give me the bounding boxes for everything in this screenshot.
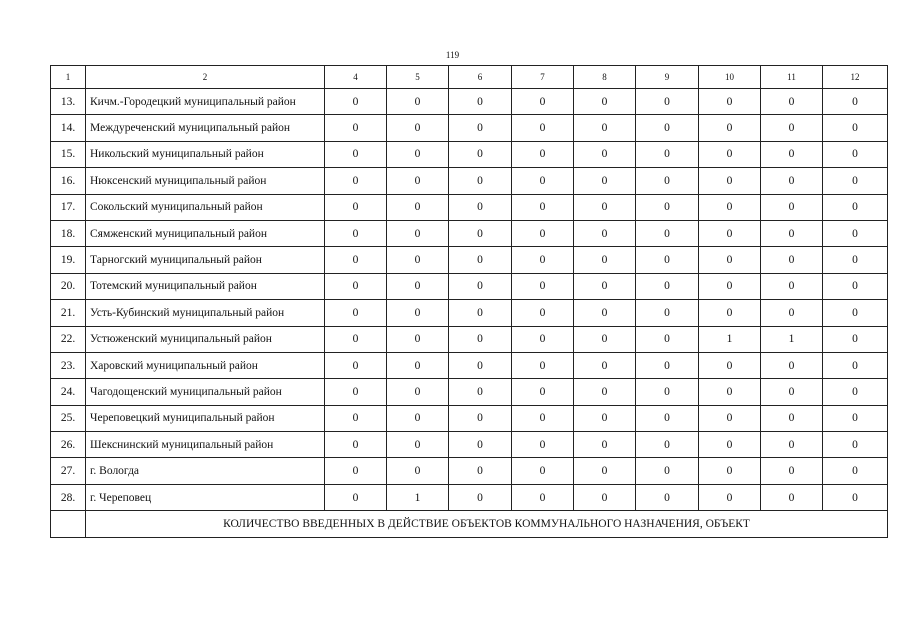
value-cell: 0: [449, 273, 512, 299]
table-row: [51, 273, 888, 299]
value-cell: 0: [325, 89, 387, 115]
value-cell: 0: [512, 458, 574, 484]
value-cell: 0: [823, 141, 888, 167]
value-cell: 0: [636, 484, 699, 510]
value-cell: 0: [699, 405, 761, 431]
table-row: [51, 89, 888, 115]
value-cell: 0: [699, 168, 761, 194]
value-cell: 0: [512, 379, 574, 405]
value-cell: 0: [823, 379, 888, 405]
value-cell: 0: [574, 194, 636, 220]
table-body: [51, 89, 888, 538]
value-cell: 0: [761, 379, 823, 405]
district-name: Тарногский муниципальный район: [86, 247, 325, 273]
district-name: Шекснинский муниципальный район: [86, 432, 325, 458]
value-cell: 0: [325, 432, 387, 458]
value-cell: 0: [823, 273, 888, 299]
table-row: [51, 194, 888, 220]
value-cell: 0: [574, 273, 636, 299]
value-cell: 0: [761, 115, 823, 141]
table-row: [51, 168, 888, 194]
column-header: 9: [636, 66, 699, 89]
value-cell: 0: [449, 300, 512, 326]
value-cell: 0: [325, 300, 387, 326]
value-cell: 0: [761, 458, 823, 484]
value-cell: 0: [636, 168, 699, 194]
value-cell: 0: [636, 273, 699, 299]
value-cell: 0: [823, 458, 888, 484]
value-cell: 0: [574, 115, 636, 141]
row-number: 24.: [51, 379, 86, 405]
value-cell: 1: [387, 484, 449, 510]
district-name: Чагодощенский муниципальный район: [86, 379, 325, 405]
value-cell: 0: [761, 273, 823, 299]
value-cell: 0: [574, 352, 636, 378]
page-number: 119: [445, 50, 460, 60]
value-cell: 0: [699, 458, 761, 484]
value-cell: 0: [574, 168, 636, 194]
value-cell: 0: [823, 405, 888, 431]
value-cell: 0: [761, 405, 823, 431]
value-cell: 0: [699, 115, 761, 141]
value-cell: 0: [699, 352, 761, 378]
value-cell: 0: [325, 484, 387, 510]
value-cell: 0: [387, 458, 449, 484]
value-cell: 0: [636, 405, 699, 431]
value-cell: 0: [761, 168, 823, 194]
value-cell: 0: [387, 352, 449, 378]
value-cell: 0: [325, 194, 387, 220]
section-heading: КОЛИЧЕСТВО ВВЕДЕННЫХ В ДЕЙСТВИЕ ОБЪЕКТОВ КОММУНАЛЬНОГО НАЗНАЧЕНИЯ, ОБЪЕКТ: [86, 511, 888, 537]
value-cell: 0: [325, 220, 387, 246]
row-number: 13.: [51, 89, 86, 115]
value-cell: 0: [387, 300, 449, 326]
value-cell: 0: [699, 300, 761, 326]
row-number: 17.: [51, 194, 86, 220]
value-cell: 0: [449, 458, 512, 484]
value-cell: 0: [449, 326, 512, 352]
value-cell: 0: [512, 484, 574, 510]
value-cell: 0: [823, 89, 888, 115]
column-header: 11: [761, 66, 823, 89]
district-name: Харовский муниципальный район: [86, 352, 325, 378]
table-row: [51, 432, 888, 458]
value-cell: 0: [823, 352, 888, 378]
value-cell: 0: [636, 458, 699, 484]
value-cell: 0: [512, 194, 574, 220]
value-cell: 0: [325, 405, 387, 431]
district-name: Нюксенский муниципальный район: [86, 168, 325, 194]
value-cell: 0: [512, 89, 574, 115]
value-cell: 0: [574, 379, 636, 405]
row-number: 14.: [51, 115, 86, 141]
value-cell: 0: [636, 352, 699, 378]
district-name: Устюженский муниципальный район: [86, 326, 325, 352]
value-cell: 0: [449, 89, 512, 115]
value-cell: 0: [387, 379, 449, 405]
value-cell: 0: [636, 115, 699, 141]
row-number: 20.: [51, 273, 86, 299]
column-header: 10: [699, 66, 761, 89]
value-cell: 0: [761, 194, 823, 220]
value-cell: 0: [449, 247, 512, 273]
value-cell: 0: [325, 326, 387, 352]
value-cell: 0: [512, 115, 574, 141]
value-cell: 0: [574, 432, 636, 458]
value-cell: 0: [325, 247, 387, 273]
footer-row: [51, 511, 888, 537]
value-cell: 0: [699, 273, 761, 299]
value-cell: 0: [761, 141, 823, 167]
column-header: 6: [449, 66, 512, 89]
district-name: Междуреченский муниципальный район: [86, 115, 325, 141]
value-cell: 0: [823, 168, 888, 194]
value-cell: 0: [449, 141, 512, 167]
value-cell: 0: [574, 458, 636, 484]
value-cell: 0: [512, 326, 574, 352]
value-cell: 0: [574, 141, 636, 167]
value-cell: 0: [699, 484, 761, 510]
value-cell: 0: [387, 405, 449, 431]
value-cell: 0: [325, 273, 387, 299]
value-cell: 0: [325, 458, 387, 484]
value-cell: 0: [636, 89, 699, 115]
value-cell: 0: [512, 168, 574, 194]
value-cell: 0: [823, 194, 888, 220]
value-cell: 1: [699, 326, 761, 352]
row-number: 28.: [51, 484, 86, 510]
value-cell: 0: [325, 168, 387, 194]
value-cell: 0: [449, 194, 512, 220]
value-cell: 0: [387, 168, 449, 194]
value-cell: 0: [387, 432, 449, 458]
value-cell: 0: [449, 432, 512, 458]
value-cell: 0: [387, 247, 449, 273]
column-header: 5: [387, 66, 449, 89]
table-row: [51, 300, 888, 326]
value-cell: 0: [761, 89, 823, 115]
value-cell: 0: [699, 141, 761, 167]
value-cell: 0: [325, 115, 387, 141]
value-cell: 0: [823, 326, 888, 352]
value-cell: 0: [761, 220, 823, 246]
value-cell: 0: [823, 432, 888, 458]
district-name: Никольский муниципальный район: [86, 141, 325, 167]
value-cell: 0: [699, 194, 761, 220]
table-row: [51, 458, 888, 484]
value-cell: 0: [512, 141, 574, 167]
value-cell: 0: [761, 300, 823, 326]
value-cell: 0: [449, 168, 512, 194]
value-cell: 0: [574, 405, 636, 431]
value-cell: 0: [699, 220, 761, 246]
value-cell: 0: [512, 432, 574, 458]
value-cell: 0: [387, 220, 449, 246]
value-cell: 0: [512, 273, 574, 299]
value-cell: 0: [636, 326, 699, 352]
table-row: [51, 220, 888, 246]
row-number: 16.: [51, 168, 86, 194]
row-number: 23.: [51, 352, 86, 378]
district-name: Череповецкий муниципальный район: [86, 405, 325, 431]
value-cell: 0: [574, 300, 636, 326]
district-name: Сямженский муниципальный район: [86, 220, 325, 246]
value-cell: 0: [761, 432, 823, 458]
value-cell: 0: [636, 432, 699, 458]
column-header: 8: [574, 66, 636, 89]
table-row: [51, 379, 888, 405]
footer-empty-cell: [51, 511, 86, 537]
value-cell: 0: [387, 89, 449, 115]
value-cell: 0: [449, 484, 512, 510]
value-cell: 0: [636, 220, 699, 246]
column-header: 1: [51, 66, 86, 89]
value-cell: 0: [574, 220, 636, 246]
value-cell: 0: [636, 194, 699, 220]
value-cell: 0: [823, 220, 888, 246]
value-cell: 0: [512, 247, 574, 273]
header-row: [51, 66, 888, 89]
column-header: 7: [512, 66, 574, 89]
value-cell: 0: [699, 379, 761, 405]
value-cell: 0: [387, 194, 449, 220]
column-header: 2: [86, 66, 325, 89]
district-name: Сокольский муниципальный район: [86, 194, 325, 220]
value-cell: 0: [636, 141, 699, 167]
table-row: [51, 247, 888, 273]
value-cell: 0: [699, 247, 761, 273]
table-row: [51, 405, 888, 431]
value-cell: 0: [574, 89, 636, 115]
data-table: [50, 65, 888, 538]
value-cell: 1: [761, 326, 823, 352]
row-number: 19.: [51, 247, 86, 273]
column-header: 4: [325, 66, 387, 89]
row-number: 21.: [51, 300, 86, 326]
value-cell: 0: [761, 247, 823, 273]
district-name: Кичм.-Городецкий муниципальный район: [86, 89, 325, 115]
value-cell: 0: [574, 247, 636, 273]
value-cell: 0: [574, 484, 636, 510]
row-number: 26.: [51, 432, 86, 458]
table-row: [51, 352, 888, 378]
value-cell: 0: [636, 300, 699, 326]
value-cell: 0: [512, 220, 574, 246]
value-cell: 0: [823, 247, 888, 273]
district-name: г. Вологда: [86, 458, 325, 484]
value-cell: 0: [636, 247, 699, 273]
value-cell: 0: [325, 141, 387, 167]
value-cell: 0: [512, 352, 574, 378]
value-cell: 0: [449, 115, 512, 141]
value-cell: 0: [761, 484, 823, 510]
table-row: [51, 141, 888, 167]
value-cell: 0: [449, 379, 512, 405]
district-name: Усть-Кубинский муниципальный район: [86, 300, 325, 326]
column-header: 12: [823, 66, 888, 89]
table-row: [51, 326, 888, 352]
value-cell: 0: [325, 379, 387, 405]
value-cell: 0: [823, 484, 888, 510]
table-header: [51, 66, 888, 89]
value-cell: 0: [325, 352, 387, 378]
value-cell: 0: [699, 432, 761, 458]
row-number: 22.: [51, 326, 86, 352]
row-number: 18.: [51, 220, 86, 246]
value-cell: 0: [449, 352, 512, 378]
value-cell: 0: [636, 379, 699, 405]
district-name: г. Череповец: [86, 484, 325, 510]
value-cell: 0: [761, 352, 823, 378]
value-cell: 0: [449, 220, 512, 246]
district-name: Тотемский муниципальный район: [86, 273, 325, 299]
value-cell: 0: [387, 273, 449, 299]
row-number: 15.: [51, 141, 86, 167]
value-cell: 0: [823, 300, 888, 326]
value-cell: 0: [449, 405, 512, 431]
value-cell: 0: [387, 141, 449, 167]
table-row: [51, 484, 888, 510]
value-cell: 0: [823, 115, 888, 141]
table-row: [51, 115, 888, 141]
value-cell: 0: [387, 326, 449, 352]
value-cell: 0: [574, 326, 636, 352]
value-cell: 0: [699, 89, 761, 115]
row-number: 27.: [51, 458, 86, 484]
value-cell: 0: [512, 300, 574, 326]
value-cell: 0: [387, 115, 449, 141]
row-number: 25.: [51, 405, 86, 431]
value-cell: 0: [512, 405, 574, 431]
